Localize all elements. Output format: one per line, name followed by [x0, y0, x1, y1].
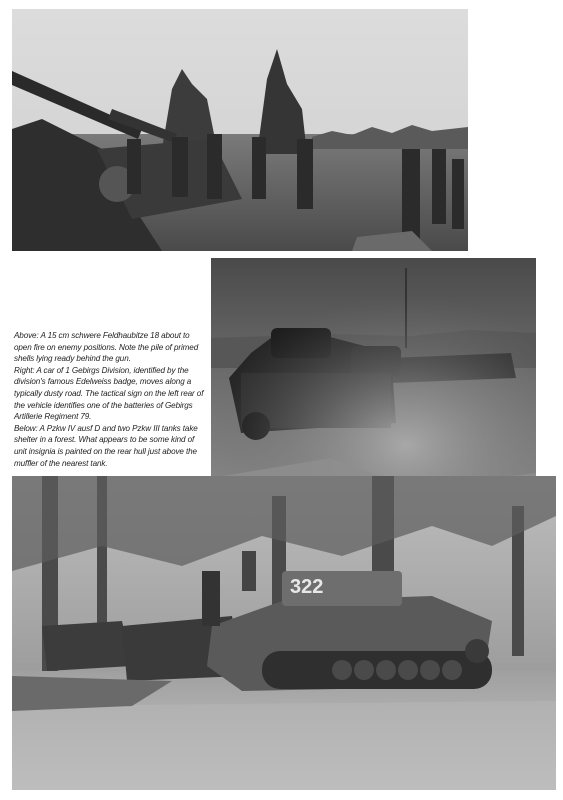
caption-above: Above: A 15 cm schwere Feldhaubitze 18 about to open fire on enemy positions. Note the pile of primed shells lying ready behind the gun.: [14, 331, 199, 364]
caption-right: Right: A car of 1 Gebirgs Division, identified by the division's famous Edelweiss badge, moves along a typically dusty road. The tactical sign on the left rear of the vehicle identifies one of the batteries of Gebirgs Artillerie Regiment 79.: [14, 365, 204, 422]
tank-turret-number: 322: [290, 576, 324, 598]
tanks-photo-image: [12, 476, 556, 790]
howitzer-photo-image: [12, 9, 468, 251]
vehicle-photo-image: [211, 258, 536, 508]
vehicle-photo: [205, 252, 542, 514]
photo-captions: [14, 330, 204, 469]
howitzer-photo: [12, 9, 468, 251]
caption-below: Below: A Pzkw IV ausf D and two Pzkw III tanks take shelter in a forest. What appears to be some kind of unit insignia is painted on the rear hull just above the muffler of the nearest tank.: [14, 423, 198, 468]
tanks-photo: [12, 476, 556, 790]
